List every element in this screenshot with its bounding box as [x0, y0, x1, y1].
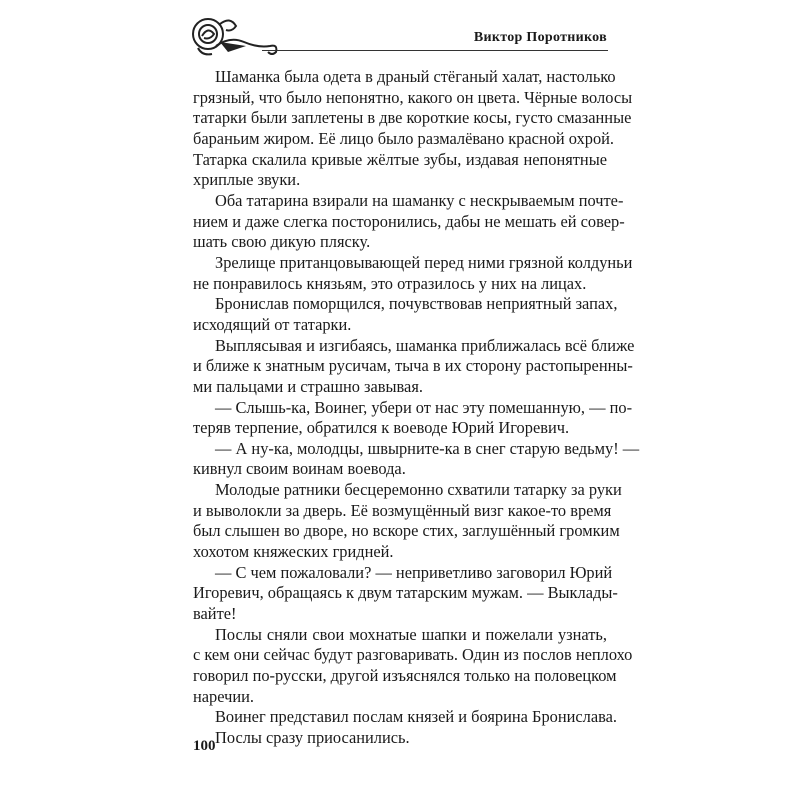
paragraph — [193, 562, 618, 625]
text-line: Послы сняли свои мохнатые шапки и пожелали узнать, — [215, 624, 607, 644]
text-line: татарки были заплетены в две короткие косы, густо смазанные — [193, 108, 632, 128]
text-line: теряв терпение, обратился к воеводе Юрий Игоревич. — [193, 418, 570, 438]
text-line: был слышен во дворе, но вскоре стих, заглушённый громким — [193, 521, 620, 541]
page-number: 100 — [193, 738, 216, 754]
text-line: Выплясывая и изгибаясь, шаманка приближалась всё ближе — [215, 335, 635, 355]
paragraph — [193, 707, 618, 728]
text-line: исходящий от татарки. — [193, 314, 352, 334]
paragraph — [193, 624, 633, 708]
running-header-author: Виктор Поротников — [473, 30, 607, 45]
text-line: Молодые ратники бесцеремонно схватили татарку за руки — [215, 480, 622, 500]
text-line: Воинег представил послам князей и боярина Бронислава. — [215, 707, 618, 727]
text-line: — А ну-ка, молодцы, швырните-ка в снег старую ведьму! — — [215, 438, 640, 458]
text-line: Татарка скалила кривые жёлтые зубы, издавая непонятные — [193, 149, 607, 169]
text-line: хриплые звуки. — [193, 170, 301, 190]
paragraph — [193, 728, 607, 749]
ornament-icon — [190, 12, 285, 58]
text-line: грязный, что было непонятно, какого он цвета. Чёрные волосы — [193, 87, 633, 107]
paragraph — [193, 294, 618, 335]
text-line: бараньим жиром. Её лицо было размалёвано красной охрой. — [193, 128, 615, 148]
text-line: Шаманка была одета в драный стёганый халат, настолько — [215, 67, 616, 86]
text-line: Оба татарина взирали на шаманку с нескрываемым почте- — [215, 190, 624, 210]
text-line: Послы сразу приосанились. — [215, 728, 410, 747]
text-line: вайте! — [193, 604, 237, 624]
paragraph — [193, 252, 633, 294]
text-line: и ближе к знатным русичам, тыча в их сторону растопыренны- — [193, 356, 633, 376]
text-line: не понравилось князьям, это отразилось у них на лицах. — [193, 273, 587, 293]
text-line: нием и даже слегка посторонились, дабы не мешать ей совер- — [193, 211, 625, 231]
text-line: ми пальцами и страшно завывая. — [193, 376, 423, 396]
text-line: и выволокли за дверь. Её возмущённый визг какое-то время — [193, 500, 612, 520]
text-line: — С чем пожаловали? — неприветливо заговорил Юрий — [215, 562, 613, 582]
paragraph — [193, 335, 635, 398]
text-line: шать свою дикую пляску. — [193, 232, 371, 252]
header-rule — [262, 50, 608, 51]
text-line: хохотом княжеских гридней. — [193, 542, 394, 562]
paragraph — [193, 480, 622, 563]
text-line: Игоревич, обращаясь к двум татарским мужам. — Выклады- — [193, 583, 618, 603]
text-line: наречии. — [193, 686, 254, 706]
paragraph — [193, 397, 633, 439]
paragraph — [193, 438, 640, 480]
paragraph — [193, 190, 625, 253]
paragraph — [193, 67, 633, 191]
text-line: Зрелище пританцовывающей перед ними грязной колдуньи — [215, 252, 633, 272]
text-line: с кем они сейчас будут разговаривать. Один из послов неплохо — [193, 645, 633, 665]
text-line: — Слышь-ка, Воинег, убери от нас эту помешанную, — по- — [215, 397, 633, 417]
text-line: говорил по-русски, другой изъяснялся только на половецком — [193, 666, 617, 686]
body-text — [193, 67, 640, 749]
text-line: кивнул своим воинам воевода. — [193, 459, 406, 479]
text-line: Бронислав поморщился, почувствовав неприятный запах, — [215, 294, 618, 314]
